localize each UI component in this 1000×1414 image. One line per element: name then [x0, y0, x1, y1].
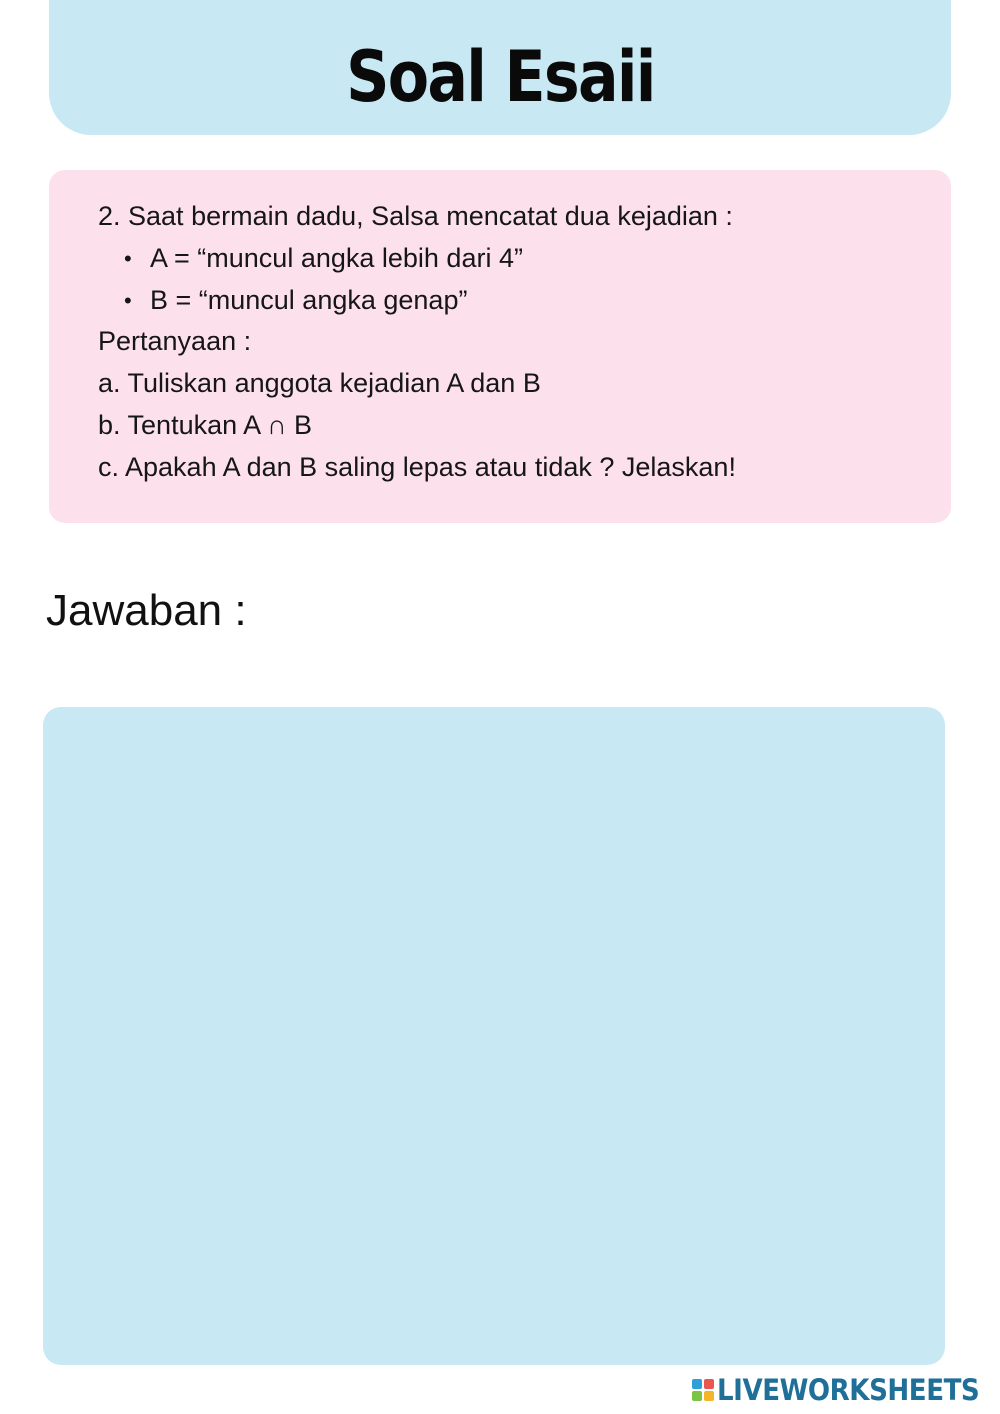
- question-intro: 2. Saat bermain dadu, Salsa mencatat dua kejadian :: [98, 201, 733, 231]
- prompt-label: Pertanyaan :: [98, 326, 252, 357]
- liveworksheets-logo-icon: [692, 1379, 714, 1401]
- answer-label: Jawaban :: [46, 586, 247, 635]
- event-text: A = “muncul angka lebih dari 4”: [150, 242, 523, 273]
- event-text: B = “muncul angka genap”: [150, 284, 468, 315]
- question-part-b: b. Tentukan A ∩ B: [98, 409, 313, 440]
- brand-name: LIVEWORKSHEETS: [717, 1373, 980, 1407]
- liveworksheets-brand[interactable]: [692, 1374, 1000, 1406]
- event-item-b: [124, 280, 951, 322]
- title-banner: [49, 0, 951, 135]
- bullet-icon: •: [124, 287, 132, 313]
- event-list: [98, 238, 951, 322]
- page-title: Soal Esaii: [345, 35, 655, 118]
- question-part-c: c. Apakah A dan B saling lepas atau tidak ? Jelaskan!: [98, 451, 736, 482]
- bullet-icon: •: [124, 245, 132, 271]
- question-part-a: a. Tuliskan anggota kejadian A dan B: [98, 368, 541, 399]
- event-item-a: [124, 238, 951, 280]
- answer-textarea[interactable]: [43, 707, 945, 1365]
- question-card: [49, 170, 951, 523]
